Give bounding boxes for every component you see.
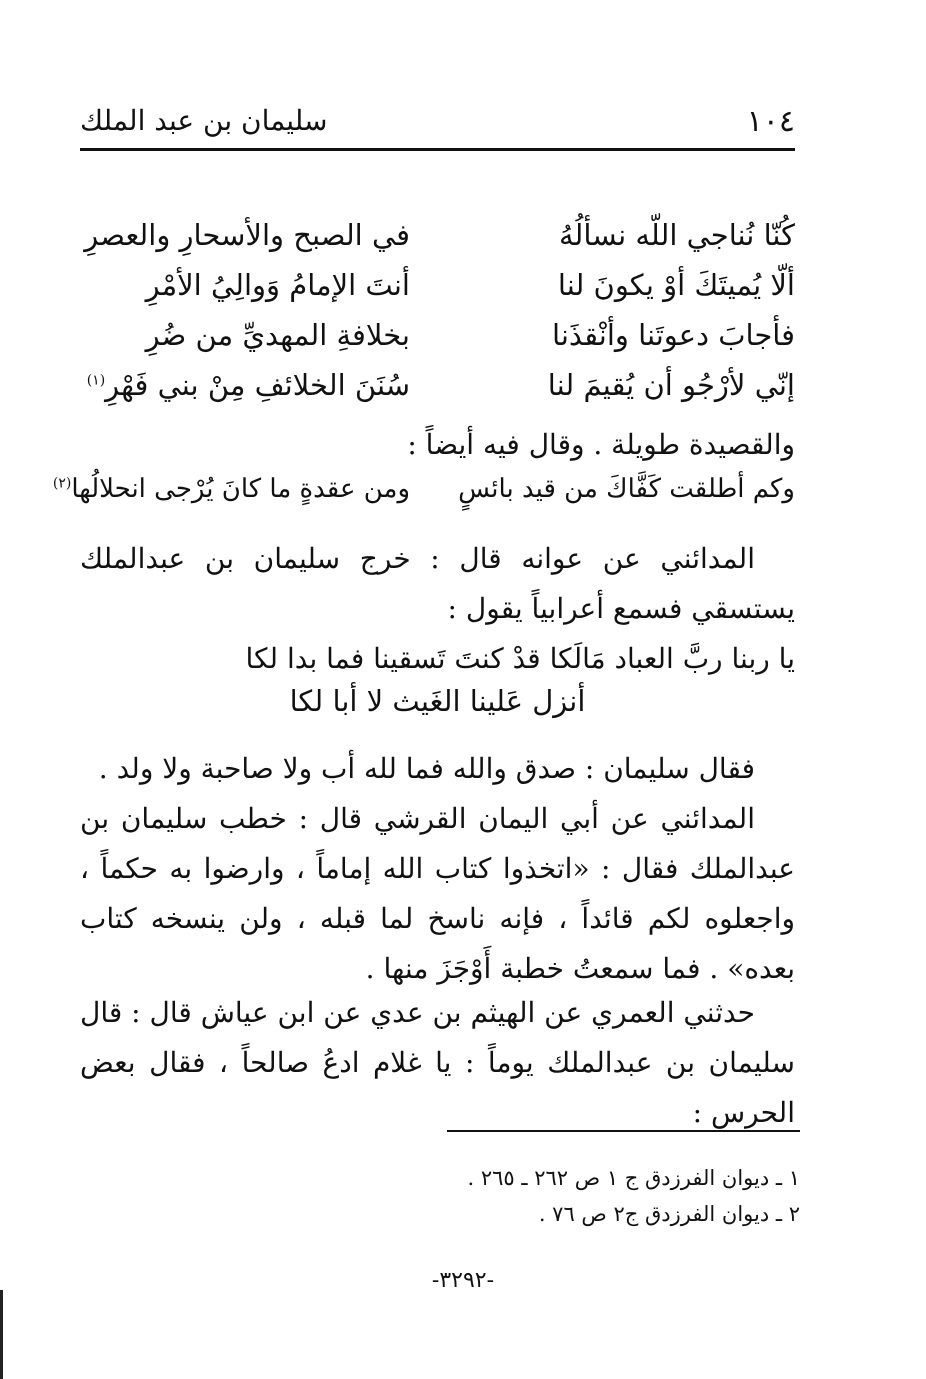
page-header: [80, 98, 795, 148]
verse-first-hemistich: إنّي لأرْجُو أن يُقيمَ لنا: [547, 368, 795, 402]
paragraph: المدائني عن عوانه قال : خرج سليمان بن عبدالملك يستسقي فسمع أعرابياً يقول :: [80, 542, 795, 625]
footnote-marker: (١): [86, 372, 106, 389]
footnote-marker: (٢): [52, 475, 72, 492]
verse-second-hemistich: أنتَ الإمامُ وَوالِيُ الأمْرِ: [145, 268, 410, 302]
verse-second-hemistich: ومن عقدةٍ ما كانَ يُرْجى انحلالُها$^{(٢)}$: [52, 474, 410, 504]
rajaz-line: أنزل عَلينا الغَيث لا أبا لكا: [289, 684, 586, 718]
poem-verse: [80, 218, 795, 268]
verse-first-hemistich: كُنّا نُناجي اللّه نسألُهُ: [558, 218, 795, 252]
scan-edge: [0, 1290, 3, 1379]
footnote-rule: [447, 1130, 800, 1132]
poem-verse: [52, 474, 795, 524]
verse-second-hemistich: بخلافةِ المهديِّ من ضُرِ: [145, 318, 410, 352]
paragraph: والقصيدة طويلة . وقال فيه أيضاً :: [407, 428, 795, 461]
rajaz-line: يا ربنا ربَّ العباد مَالَكا قدْ كنتَ تَسقينا فما بدا لكا: [245, 642, 795, 675]
poem-verse: [80, 318, 795, 368]
paragraph: فقال سليمان : صدق والله فما لله أب ولا صاحبة ولا ولد .: [98, 752, 755, 785]
poem-verse: [80, 368, 795, 418]
verse-second-hemistich: سُنَنَ الخلائفِ مِنْ بني فَهْرِ$^{(١)}$: [86, 368, 410, 402]
verse-first-hemistich: فأجابَ دعوتَنا وأنْقذَنا: [552, 318, 795, 352]
page-number: ١٠٤: [746, 104, 795, 139]
footnote: ١ ـ ديوان الفرزدق ج ١ ص ٢٦٢ ـ ٢٦٥ .: [467, 1166, 800, 1190]
verse-first-hemistich: وكم أطلقت كَفَّاكَ من قيد بائسٍ: [458, 474, 795, 504]
verse-second-hemistich: في الصبح والأسحارِ والعصرِ: [84, 218, 410, 252]
paragraph: حدثني العمري عن الهيثم بن عدي عن ابن عياش قال : قال سليمان بن عبدالملك يوماً : يا غلام ادعُ صالحاً ، فقال بعض الحرس :: [80, 996, 795, 1129]
poem-verse: [80, 268, 795, 318]
footnote: ٢ ـ ديوان الفرزدق ج٢ ص ٧٦ .: [538, 1202, 800, 1226]
header-rule: [80, 148, 795, 151]
verse-first-hemistich: ألّا يُميتَكَ أوْ يكونَ لنا: [557, 268, 795, 302]
running-title: سليمان بن عبد الملك: [80, 104, 328, 137]
bottom-page-number: -٣٢٩٢-: [431, 1268, 495, 1293]
paragraph: المدائني عن أبي اليمان القرشي قال : خطب سليمان بن عبدالملك فقال : «اتخذوا كتاب الله إماماً ، وارضوا به حكماً ، واجعلوه لكم قائداً ، فإنه ناسخ لما قبله ، ولن ينسخه كتاب بعده» . فما سمعتُ خطبة أَوْجَزَ منها .: [80, 802, 795, 985]
